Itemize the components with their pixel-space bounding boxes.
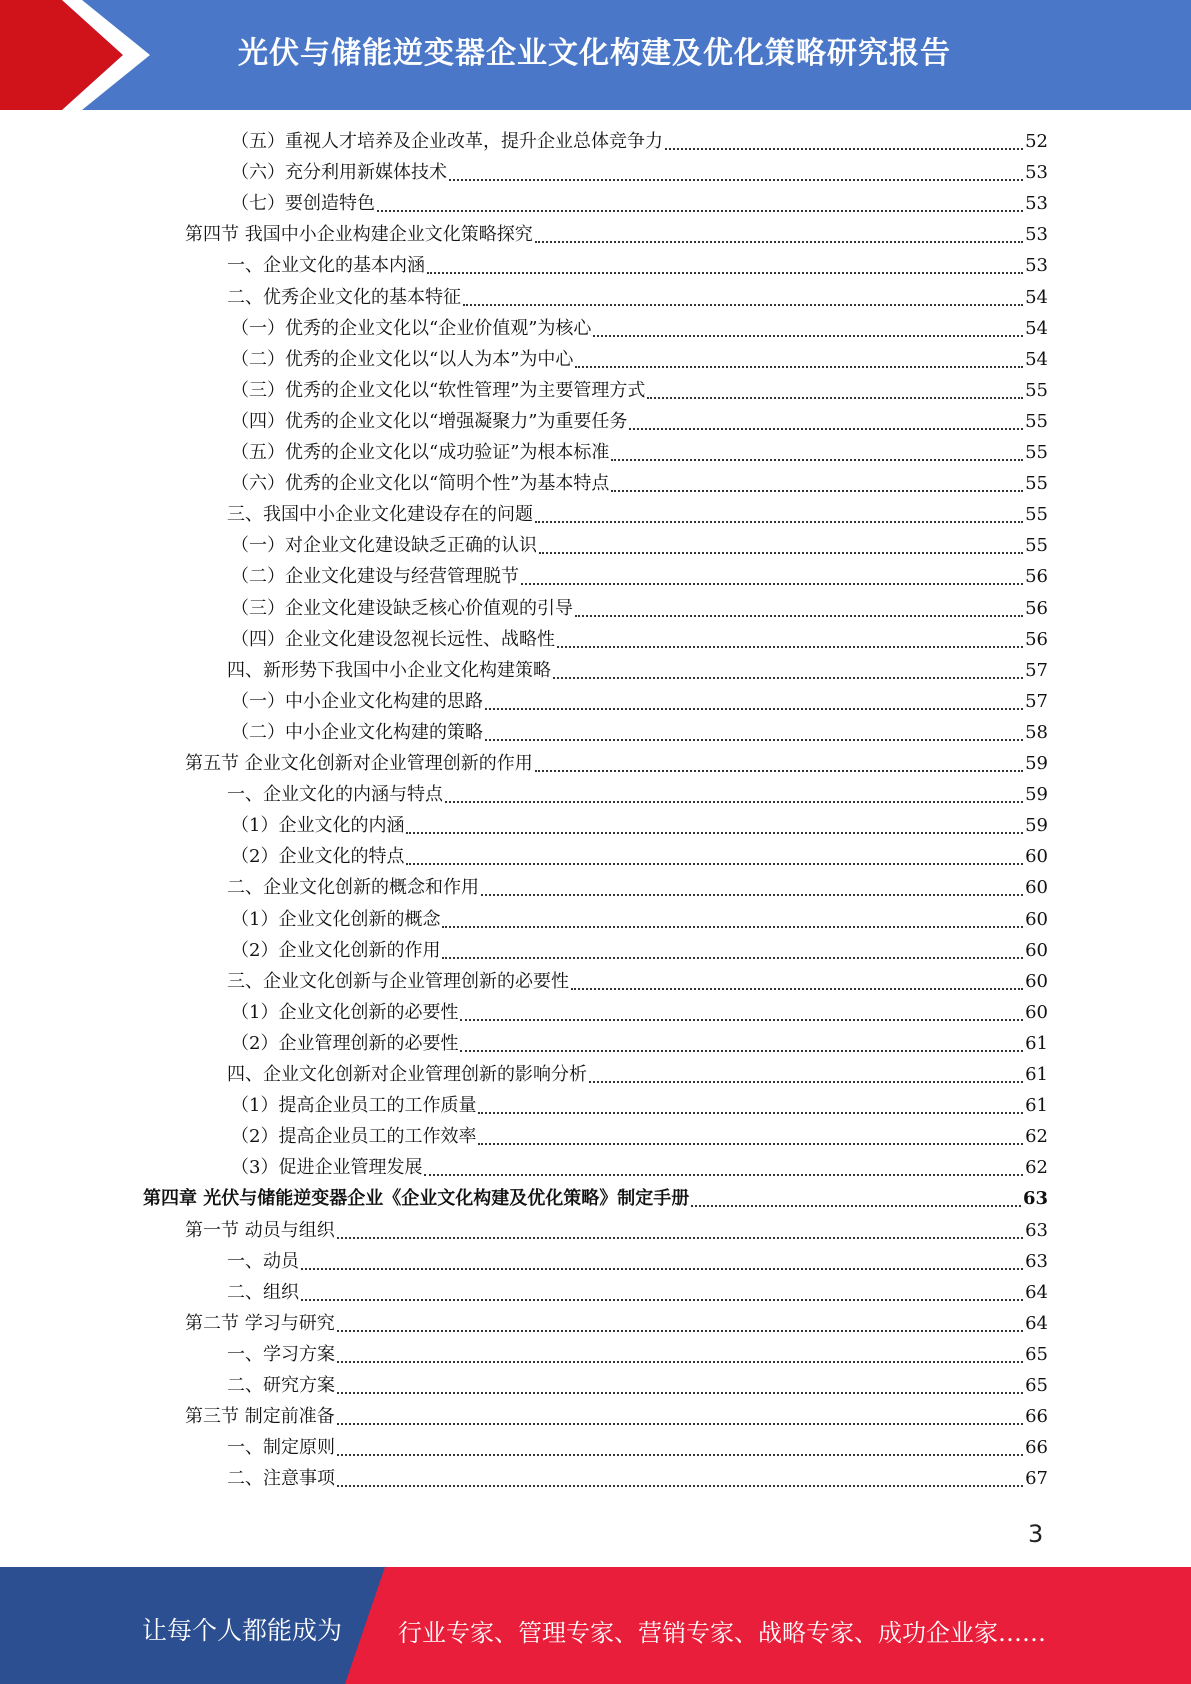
toc-entry-title: （一）优秀的企业文化以“企业价值观”为核心 [231,317,592,339]
toc-entry[interactable] [185,748,1048,779]
toc-entry-page: 61 [1025,1064,1048,1085]
toc-entry-title: （1）企业文化创新的概念 [231,908,441,930]
toc-entry-title: 第五节 企业文化创新对企业管理创新的作用 [185,753,533,774]
toc-leader-dots [478,1111,1023,1114]
toc-entry-title: （二）中小企业文化构建的策略 [231,721,483,743]
toc-entry[interactable] [231,157,1048,188]
toc-entry[interactable] [231,997,1048,1028]
toc-entry-page: 56 [1025,597,1048,619]
toc-entry-page: 65 [1025,1375,1048,1396]
toc-entry-page: 61 [1025,1032,1048,1054]
toc-leader-dots [406,831,1023,834]
toc-entry-page: 55 [1025,504,1048,526]
toc-entry-page: 60 [1025,1001,1048,1023]
toc-entry[interactable] [227,872,1048,903]
toc-entry-title: 三、企业文化创新与企业管理创新的必要性 [227,970,569,992]
toc-entry[interactable] [227,1370,1048,1401]
toc-entry[interactable] [231,717,1048,748]
toc-leader-dots [539,551,1023,554]
toc-entry-title: 二、研究方案 [227,1375,335,1396]
toc-entry-page: 54 [1025,348,1048,370]
toc-leader-dots [337,1422,1023,1425]
toc-entry-page: 58 [1025,721,1048,743]
toc-entry-title: 一、企业文化的基本内涵 [227,255,425,277]
toc-entry-title: 二、企业文化创新的概念和作用 [227,877,479,899]
toc-leader-dots [301,1267,1023,1270]
toc-entry-title: （3）促进企业管理发展 [231,1157,423,1179]
toc-entry[interactable] [227,1059,1048,1090]
toc-entry-page: 53 [1025,193,1048,215]
toc-entry[interactable] [231,593,1048,624]
toc-entry[interactable] [231,468,1048,499]
toc-entry[interactable] [227,1432,1048,1463]
toc-entry-page: 64 [1025,1281,1048,1303]
toc-entry[interactable] [227,1463,1048,1494]
document-title: 光伏与储能逆变器企业文化构建及优化策略研究报告 [238,36,951,71]
toc-entry-page: 62 [1025,1157,1048,1179]
toc-leader-dots [593,334,1023,337]
toc-entry-title: （四）企业文化建设忽视长远性、战略性 [231,628,555,650]
toc-entry-page: 55 [1025,379,1048,401]
toc-entry-title: （四）优秀的企业文化以“增强凝聚力”为重要任务 [231,410,628,432]
header-arrow-decoration [0,0,160,110]
toc-entry-page: 53 [1025,224,1048,246]
toc-entry[interactable] [143,1183,1048,1214]
toc-entry-page: 59 [1025,784,1048,806]
page-header [0,0,1191,110]
toc-entry[interactable] [227,1339,1048,1370]
toc-entry[interactable] [231,810,1048,841]
toc-entry-page: 56 [1025,628,1048,650]
toc-entry-page: 55 [1025,410,1048,432]
toc-entry[interactable] [185,1401,1048,1432]
toc-entry-title: 四、新形势下我国中小企业文化构建策略 [227,659,551,681]
toc-leader-dots [485,707,1023,710]
toc-entry-title: （2）企业管理创新的必要性 [231,1032,459,1054]
toc-entry[interactable] [231,624,1048,655]
toc-entry[interactable] [227,250,1048,281]
toc-entry[interactable] [231,1152,1048,1183]
toc-entry-page: 66 [1025,1437,1048,1459]
toc-entry-page: 60 [1025,846,1048,868]
toc-leader-dots [337,1236,1023,1239]
toc-entry[interactable] [231,188,1048,219]
toc-entry-page: 66 [1025,1406,1048,1428]
toc-entry-title: （2）企业文化的特点 [231,846,405,868]
toc-entry-title: （一）中小企业文化构建的思路 [231,690,483,712]
toc-entry[interactable] [231,904,1048,935]
toc-leader-dots [521,582,1023,585]
toc-entry-title: 第四节 我国中小企业构建企业文化策略探究 [185,224,533,246]
toc-leader-dots [575,365,1023,368]
toc-entry[interactable] [227,1277,1048,1308]
toc-leader-dots [337,1453,1023,1456]
toc-leader-dots [442,925,1023,928]
toc-entry[interactable] [231,313,1048,344]
toc-entry-title: 第二节 学习与研究 [185,1312,335,1334]
toc-entry[interactable] [231,344,1048,375]
toc-entry-page: 63 [1025,1250,1048,1272]
toc-entry[interactable] [231,126,1048,157]
footer-slogan-right: 行业专家、管理专家、营销专家、战略专家、成功企业家…… [398,1619,1046,1647]
toc-entry[interactable] [231,375,1048,406]
toc-entry[interactable] [185,1215,1048,1246]
toc-entry-page: 54 [1025,317,1048,339]
toc-leader-dots [611,458,1023,461]
toc-leader-dots [449,178,1023,181]
toc-leader-dots [691,1204,1021,1207]
toc-entry[interactable] [227,779,1048,810]
toc-entry[interactable] [231,1090,1048,1121]
toc-entry-page: 60 [1025,877,1048,899]
toc-entry-title: （1）提高企业员工的工作质量 [231,1095,477,1117]
toc-leader-dots [463,303,1023,306]
toc-leader-dots [337,1360,1023,1363]
toc-entry-title: （一）对企业文化建设缺乏正确的认识 [231,535,537,557]
toc-leader-dots [427,271,1023,274]
toc-entry-title: 第一节 动员与组织 [185,1219,335,1241]
toc-entry-title: （2）提高企业员工的工作效率 [231,1126,477,1148]
toc-entry-page: 63 [1022,1188,1048,1210]
toc-leader-dots [575,614,1023,617]
toc-entry-page: 60 [1025,970,1048,992]
toc-leader-dots [442,956,1023,959]
toc-entry[interactable] [231,1121,1048,1152]
toc-entry[interactable] [231,406,1048,437]
toc-entry-title: （七）要创造特色 [231,193,375,215]
toc-leader-dots [535,240,1023,243]
toc-leader-dots [337,1484,1023,1487]
toc-entry-page: 55 [1025,442,1048,463]
toc-entry[interactable] [185,1308,1048,1339]
toc-leader-dots [445,800,1023,803]
toc-entry-page: 64 [1025,1312,1048,1334]
toc-entry[interactable] [227,655,1048,686]
toc-entry[interactable] [231,686,1048,717]
toc-entry-page: 52 [1025,131,1048,152]
toc-entry-title: 第四章 光伏与储能逆变器企业《企业文化构建及优化策略》制定手册 [143,1188,690,1210]
toc-entry-title: （六）充分利用新媒体技术 [231,162,447,184]
toc-entry-page: 55 [1025,473,1048,495]
toc-entry-title: 第三节 制定前准备 [185,1406,335,1428]
toc-entry-page: 67 [1025,1468,1048,1490]
toc-leader-dots [611,489,1023,492]
page-footer [0,1567,1191,1684]
toc-entry-page: 55 [1025,535,1048,557]
toc-entry-title: （1）企业文化的内涵 [231,815,405,837]
toc-entry-page: 60 [1025,908,1048,930]
toc-entry[interactable] [227,499,1048,530]
toc-leader-dots [337,1329,1023,1332]
toc-entry-page: 61 [1025,1095,1048,1117]
toc-entry-page: 59 [1025,815,1048,837]
toc-entry[interactable] [231,841,1048,872]
toc-entry-title: 四、企业文化创新对企业管理创新的影响分析 [227,1064,587,1085]
toc-entry-title: 三、我国中小企业文化建设存在的问题 [227,504,533,526]
toc-leader-dots [665,147,1023,150]
toc-entry[interactable] [227,1246,1048,1277]
toc-leader-dots [553,676,1023,679]
toc-entry-title: 一、学习方案 [227,1343,335,1365]
toc-leader-dots [460,1049,1023,1052]
toc-leader-dots [629,427,1023,430]
toc-leader-dots [571,987,1023,990]
toc-leader-dots [337,1391,1023,1394]
toc-entry-page: 63 [1025,1219,1048,1241]
toc-leader-dots [589,1080,1023,1083]
toc-entry-title: （三）企业文化建设缺乏核心价值观的引导 [231,597,573,619]
toc-entry-page: 56 [1025,566,1048,588]
toc-leader-dots [460,1018,1023,1021]
toc-leader-dots [301,1298,1023,1301]
toc-entry-title: 一、动员 [227,1250,299,1272]
toc-entry-page: 53 [1025,255,1048,277]
toc-leader-dots [377,209,1023,212]
toc-entry[interactable] [231,1028,1048,1059]
toc-entry[interactable] [231,437,1048,468]
toc-entry-page: 54 [1025,286,1048,308]
toc-entry-page: 53 [1025,162,1048,184]
toc-entry-page: 59 [1025,753,1048,774]
toc-entry-title: （1）企业文化创新的必要性 [231,1001,459,1023]
page-number: 3 [1028,1520,1044,1548]
toc-entry-title: 一、制定原则 [227,1437,335,1459]
toc-entry[interactable] [231,530,1048,561]
toc-entry[interactable] [231,561,1048,592]
toc-entry-page: 57 [1025,659,1048,681]
toc-entry-title: （三）优秀的企业文化以“软性管理”为主要管理方式 [231,379,646,401]
toc-leader-dots [535,520,1023,523]
toc-entry[interactable] [231,935,1048,966]
toc-leader-dots [478,1142,1023,1145]
toc-entry-page: 57 [1025,690,1048,712]
toc-leader-dots [481,893,1023,896]
toc-entry-title: 二、优秀企业文化的基本特征 [227,286,461,308]
footer-slogan-left: 让每个人都能成为 [142,1616,343,1645]
toc-entry-title: 二、组织 [227,1281,299,1303]
toc-entry-title: （五）优秀的企业文化以“成功验证”为根本标准 [231,442,610,463]
toc-entry-title: 二、注意事项 [227,1468,335,1490]
toc-leader-dots [535,769,1023,772]
toc-entry[interactable] [227,282,1048,313]
toc-entry[interactable] [227,966,1048,997]
toc-entry-title: （五）重视人才培养及企业改革，提升企业总体竞争力 [231,131,663,152]
toc-entry-title: （二）企业文化建设与经营管理脱节 [231,566,519,588]
toc-leader-dots [485,738,1023,741]
toc-leader-dots [647,396,1023,399]
toc-leader-dots [406,862,1023,865]
toc-leader-dots [557,645,1023,648]
toc-entry-title: （二）优秀的企业文化以“以人为本”为中心 [231,348,574,370]
toc-entry-title: 一、企业文化的内涵与特点 [227,784,443,806]
toc-entry-title: （六）优秀的企业文化以“简明个性”为基本特点 [231,473,610,495]
toc-leader-dots [424,1173,1023,1176]
toc-entry-page: 62 [1025,1126,1048,1148]
toc-entry-page: 60 [1025,939,1048,961]
toc-entry-title: （2）企业文化创新的作用 [231,939,441,961]
toc-entry[interactable] [185,219,1048,250]
toc-entry-page: 65 [1025,1343,1048,1365]
